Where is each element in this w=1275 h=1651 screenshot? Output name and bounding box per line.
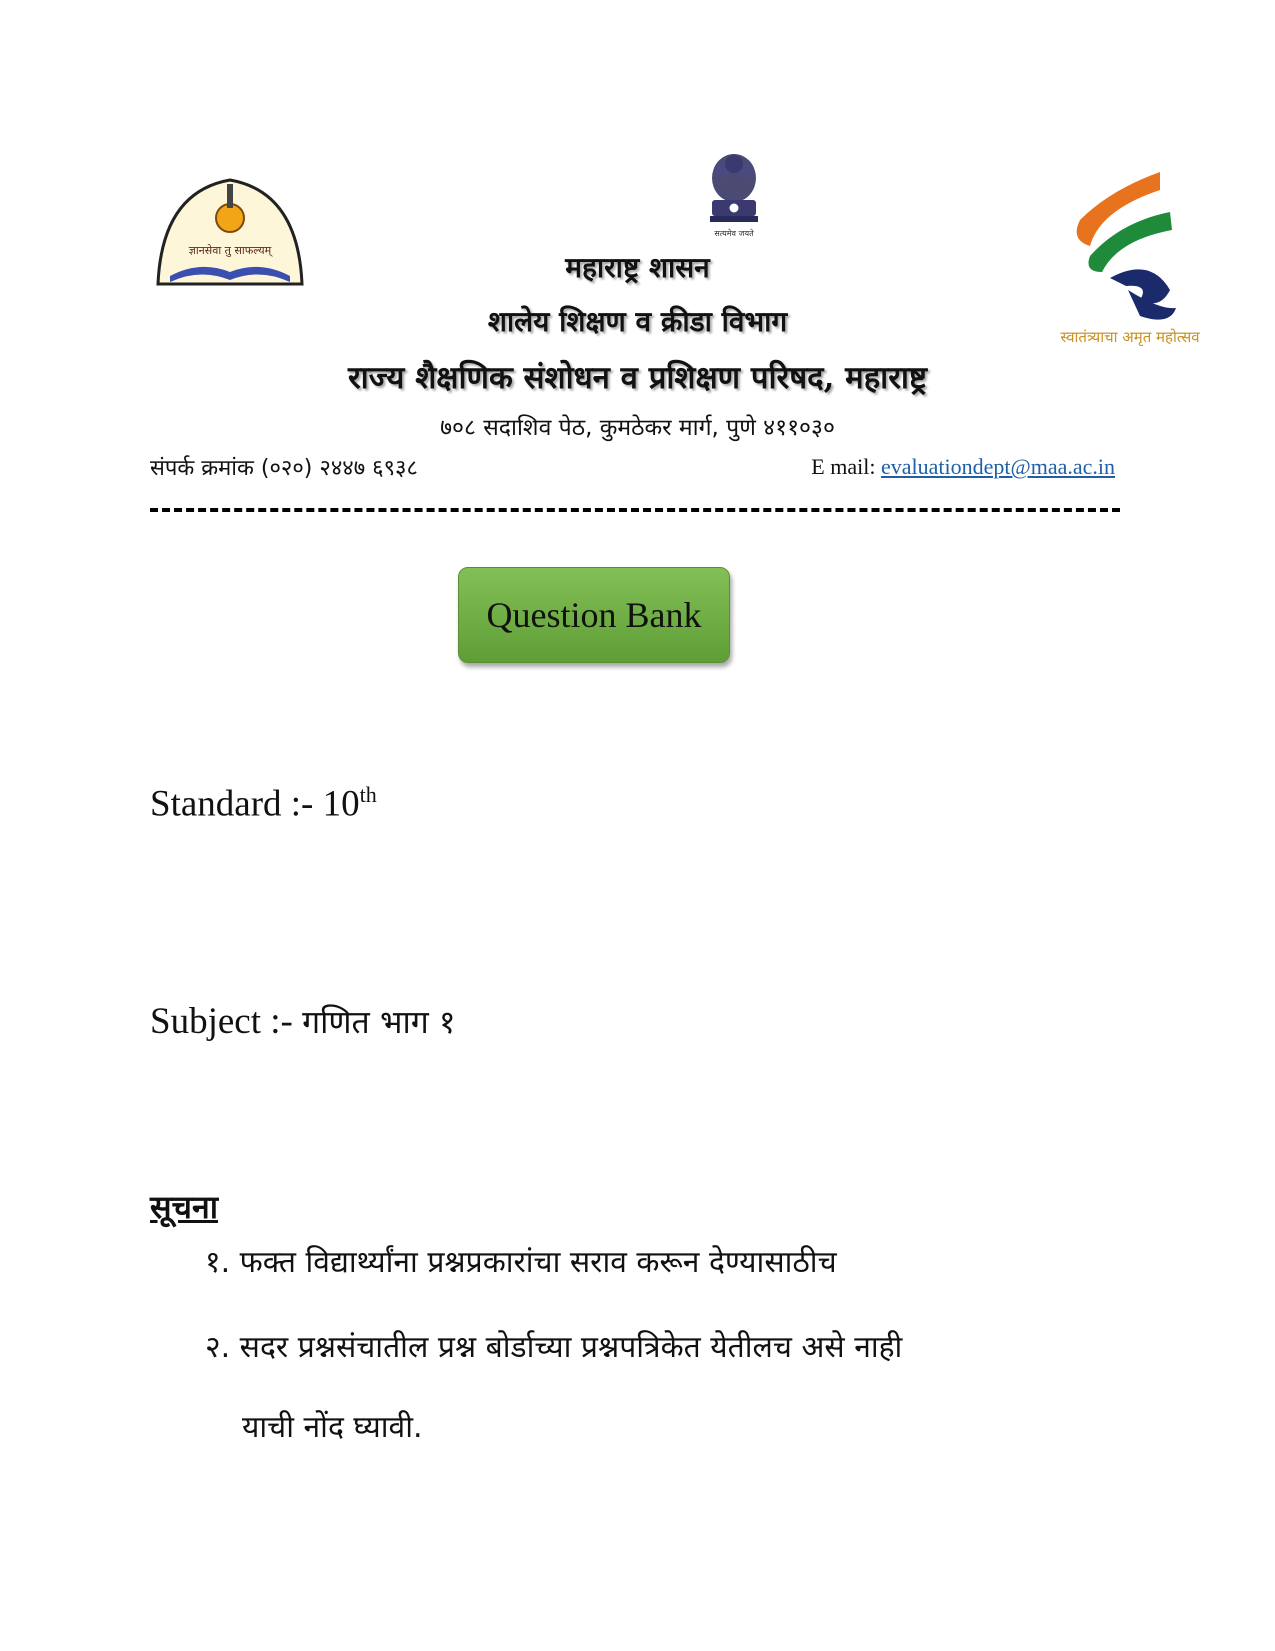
government-title: महाराष्ट्र शासन (565, 251, 710, 284)
subject-label (150, 1000, 456, 1043)
standard-suffix: th (359, 782, 377, 807)
notice-item-2-continued: याची नोंद घ्यावी. (242, 1410, 423, 1445)
email-link[interactable]: evaluationdept@maa.ac.in (880, 454, 1115, 479)
question-bank-banner: Question Bank (458, 567, 730, 663)
emblem-motto: सत्यमेव जयते (714, 229, 754, 238)
standard-text: Standard :- 10 (150, 783, 360, 825)
contact-number: संपर्क क्रमांक (०२०) २४४७ ६९३८ (150, 456, 418, 481)
department-title: शालेय शिक्षण व क्रीडा विभाग (487, 305, 788, 338)
address: ७०८ सदाशिव पेठ, कुमठेकर मार्ग, पुणे ४११०३० (440, 415, 835, 441)
national-emblem-icon (702, 150, 766, 242)
notice-heading: सूचना (150, 1188, 219, 1226)
subject-value: गणित भाग १ (302, 1003, 456, 1041)
subject-text: Subject :- (150, 1001, 303, 1042)
email-line (811, 454, 1115, 480)
logo-left-motto: ज्ञानसेवा तु साफल्यम् (188, 244, 272, 257)
notice-item-1: १. फक्त विद्यार्थ्यांना प्रश्नप्रकारांचा सराव करून देण्यासाठीच (205, 1245, 837, 1280)
email-label: E mail: (811, 454, 881, 479)
council-title: राज्य शैक्षणिक संशोधन व प्रशिक्षण परिषद, महाराष्ट्र (347, 360, 928, 396)
logo-right-caption: स्वातंत्र्याचा अमृत महोत्सव (1060, 328, 1200, 346)
header-divider (150, 508, 1120, 512)
notice-item-2: २. सदर प्रश्नसंचातील प्रश्न बोर्डाच्या प्रश्नपत्रिकेत येतीलच असे नाही (205, 1330, 903, 1365)
standard-label (150, 782, 377, 825)
